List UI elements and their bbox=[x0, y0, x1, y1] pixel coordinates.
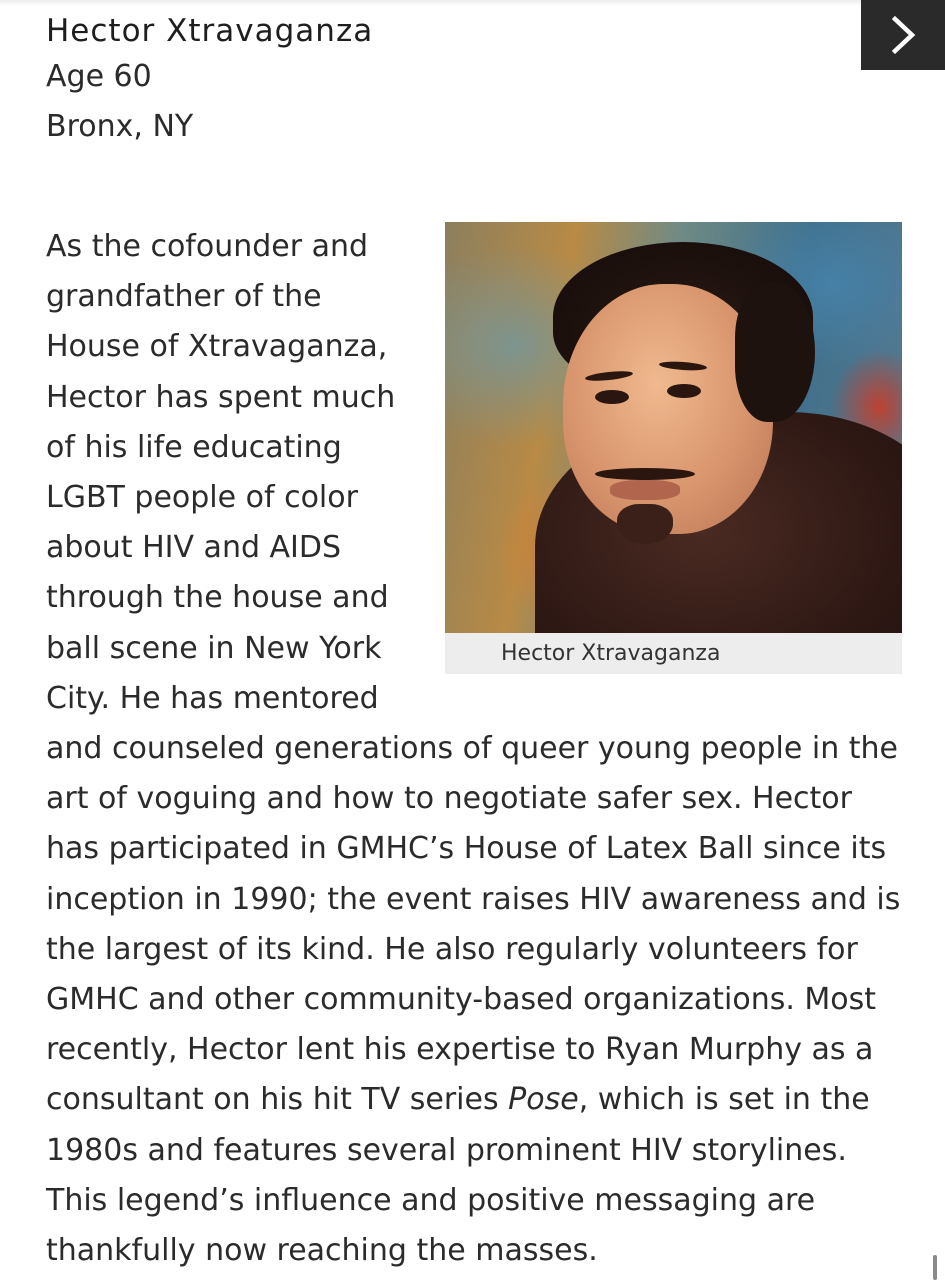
profile-age: Age 60 bbox=[46, 59, 152, 94]
portrait-figure bbox=[445, 222, 902, 674]
chevron-right-icon bbox=[888, 15, 918, 55]
bio-text-part-2: , which is set in the 1980s and features several prominent HIV storylines. This legend’s influence and positive messaging are thankfully now reaching the masses. bbox=[46, 1082, 870, 1269]
photo-caption: Hector Xtravaganza bbox=[445, 633, 902, 674]
photo-right-eye bbox=[667, 384, 701, 398]
profile-name: Hector Xtravaganza bbox=[46, 13, 374, 49]
scrollbar-thumb[interactable] bbox=[933, 1255, 937, 1280]
photo-hair-side bbox=[735, 282, 815, 422]
bio-text-part-1: As the cofounder and grandfather of the House of Xtravaganza, Hector has spent much of his life educating LGBT people of color about HIV and AIDS through the house and ball scene in New York City. He has mentored and counseled generations of queer young people in the art of voguing and how to negotiate safer sex. Hector has participated in GMHC’s House of Latex Ball since its inception in 1990; the event raises HIV awareness and is the largest of its kind. He also regularly volunteers for GMHC and other community-based organizations. Most recently, Hector lent his expertise to Ryan Murphy as a consultant on his hit TV series bbox=[46, 229, 901, 1118]
portrait-photo bbox=[445, 222, 902, 633]
article-body bbox=[46, 222, 902, 1276]
photo-beard bbox=[617, 504, 673, 544]
photo-left-eye bbox=[595, 390, 629, 404]
profile-location: Bronx, NY bbox=[46, 109, 194, 144]
next-button[interactable] bbox=[861, 0, 945, 70]
bio-show-title: Pose bbox=[508, 1082, 579, 1118]
top-shadow bbox=[0, 0, 945, 6]
photo-mustache bbox=[595, 468, 695, 480]
profile-header bbox=[46, 10, 826, 152]
photo-mouth bbox=[610, 480, 680, 500]
